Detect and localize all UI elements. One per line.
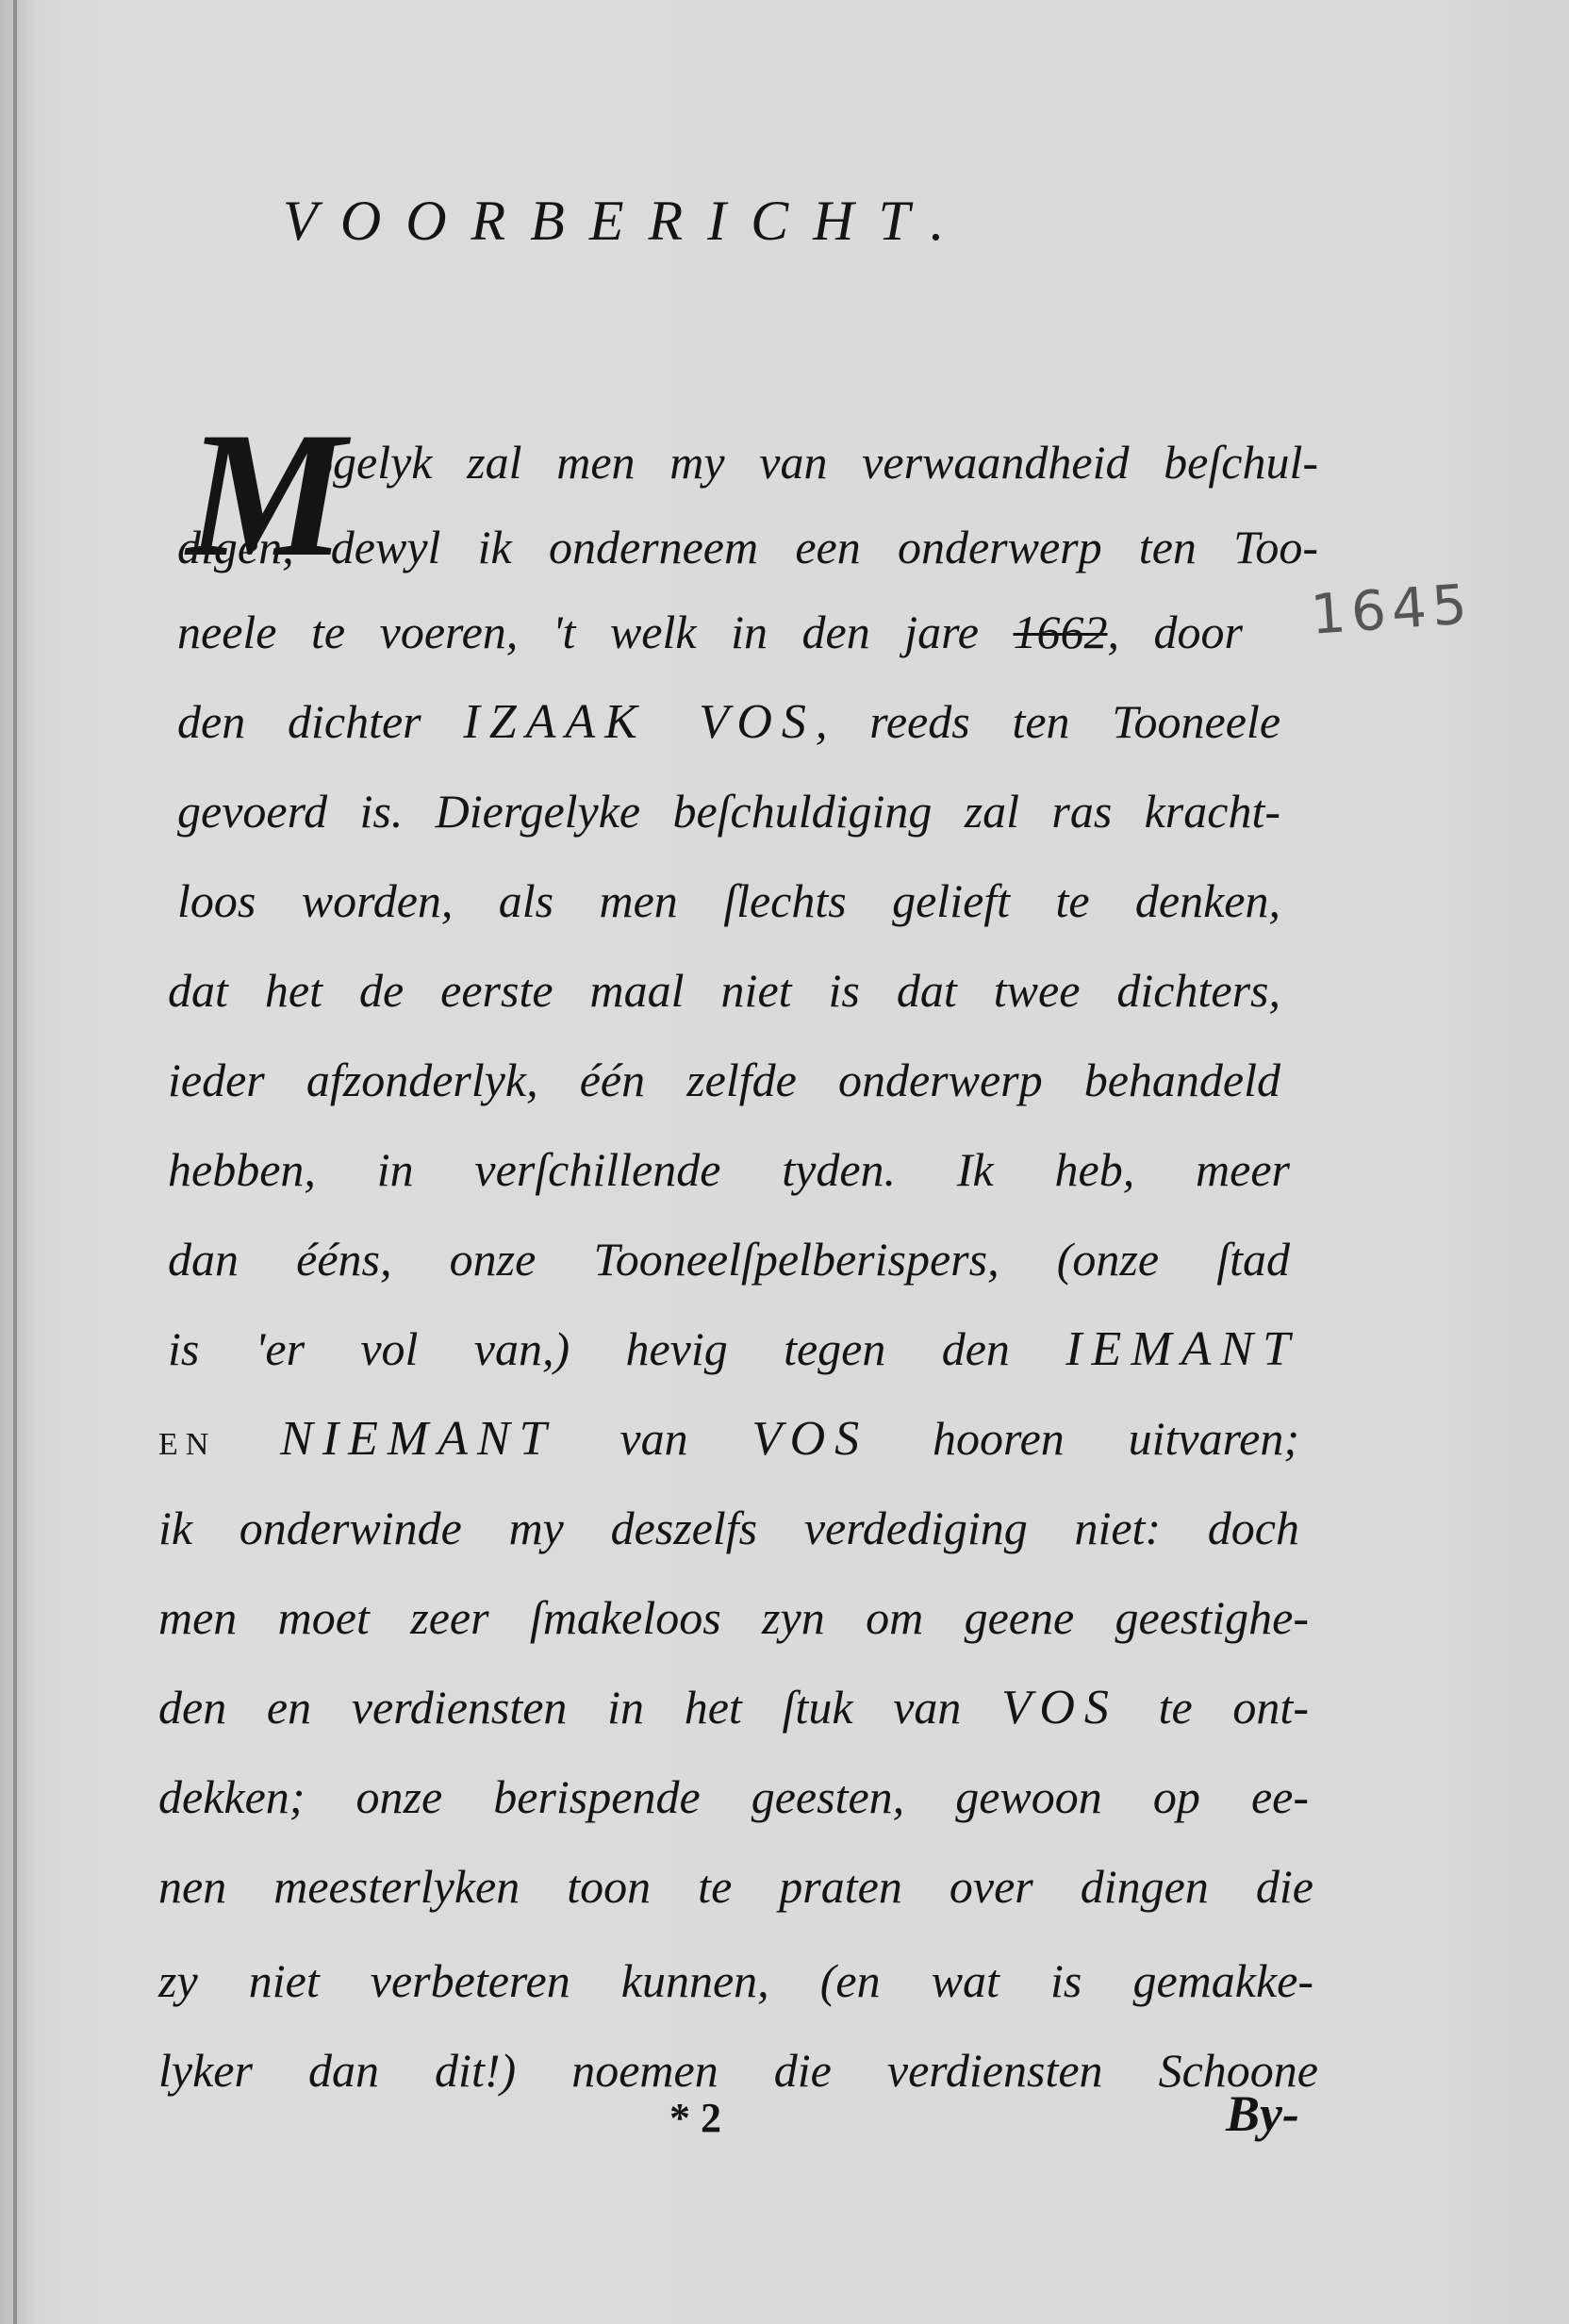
text-line-2: digen, dewyl ik onderneem een onderwerp ten Too- xyxy=(177,521,1318,573)
text-line-1: ogelyk zal men my van verwaandheid beſchul- xyxy=(309,436,1318,489)
text-line-17: nen meesterlyken toon te praten over dingen die xyxy=(158,1860,1313,1913)
page-title: VOORBERICHT. xyxy=(283,190,969,252)
catchword: By- xyxy=(1226,2085,1299,2142)
text-line-16: dekken; onze berispende geesten, gewoon op ee- xyxy=(158,1770,1309,1823)
struck-year: 1662 xyxy=(1013,606,1108,658)
text-line-14: men moet zeer ſmakeloos zyn om geene geestighe- xyxy=(158,1591,1309,1644)
text-line-7: dat het de eerste maal niet is dat twee dichters, xyxy=(168,964,1280,1017)
text-line-3: neele te voeren, 't welk in den jare 1662, door xyxy=(177,606,1243,658)
text-line-19: lyker dan dit!) noemen die verdiensten Schoone xyxy=(158,2044,1318,2097)
drop-cap: M xyxy=(187,396,346,594)
text-line-6: loos worden, als men ſlechts gelieft te denken, xyxy=(177,874,1280,927)
text-line-8: ieder afzonderlyk, één zelfde onderwerp behandeld xyxy=(168,1054,1280,1106)
author-vos-2: VOS xyxy=(1001,1681,1118,1735)
text-line-5: gevoerd is. Diergelyke beſchuldiging zal ras kracht- xyxy=(177,785,1280,838)
text-line-18: zy niet verbeteren kunnen, (en wat is gemakke- xyxy=(158,1954,1313,2007)
author-vos: VOS xyxy=(751,1412,869,1466)
text-line-10: dan ééns, onze Tooneelſpelberispers, (onze ſtad xyxy=(168,1233,1290,1286)
handwritten-annotation: 1645 xyxy=(1308,572,1475,647)
text-line-15: den en verdiensten in het ſtuk van VOS te ont- xyxy=(158,1681,1309,1735)
text-line-13: ik onderwinde my deszelfs verdediging niet: doch xyxy=(158,1502,1299,1554)
play-title-iemant: IEMANT xyxy=(1065,1322,1299,1376)
play-title-niemant: NIEMANT xyxy=(280,1412,556,1466)
author-name: IZAAK VOS xyxy=(463,695,816,749)
text-line-11: is 'er vol van,) hevig tegen den IEMANT xyxy=(168,1322,1299,1376)
signature-mark: * 2 xyxy=(669,2095,721,2141)
page-gutter xyxy=(13,0,17,2324)
text-line-12: EN NIEMANT van VOS hooren uitvaren; xyxy=(158,1412,1300,1466)
text-line-4: den dichter IZAAK VOS, reeds ten Tooneele xyxy=(177,695,1281,749)
text-line-9: hebben, in verſchillende tyden. Ik heb, meer xyxy=(168,1143,1290,1196)
